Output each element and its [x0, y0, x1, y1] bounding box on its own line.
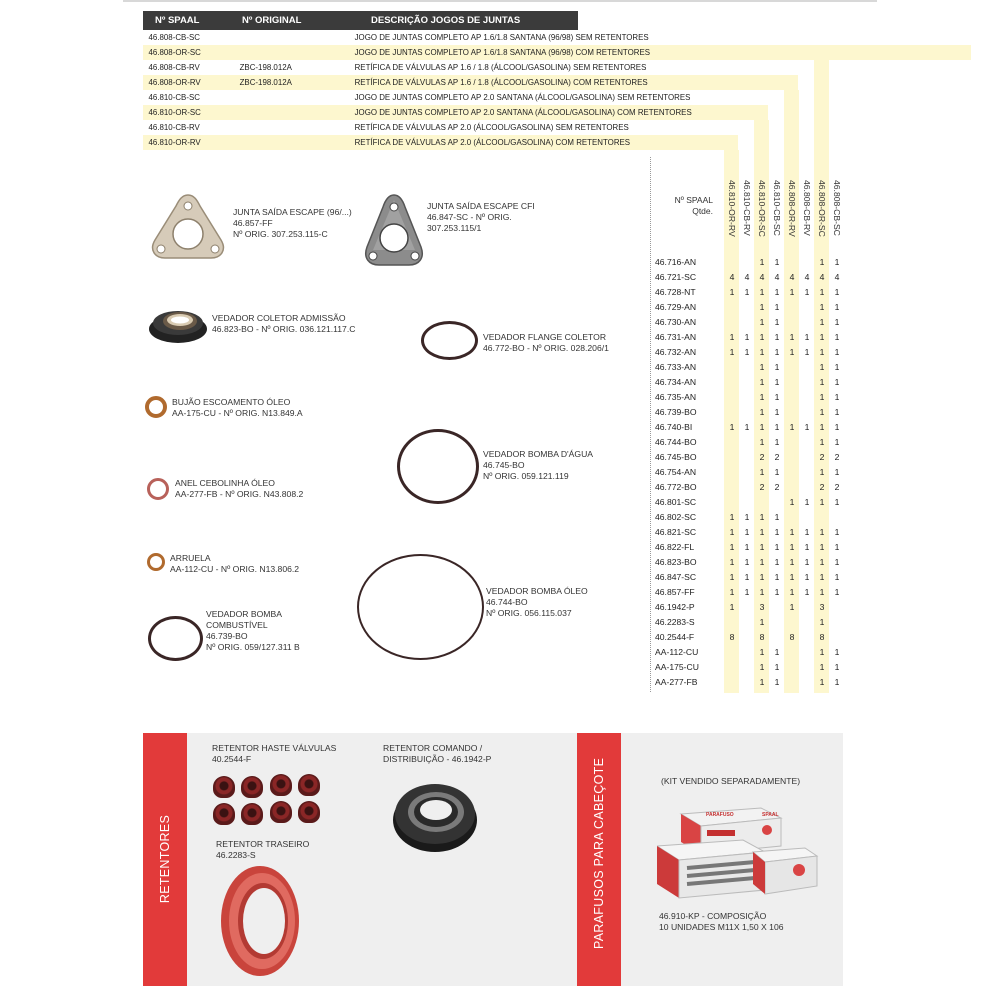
matrix-cell: 1 — [759, 587, 765, 597]
matrix-cell: 1 — [804, 422, 810, 432]
matrix-cell: 1 — [834, 497, 840, 507]
matrix-cell: 1 — [729, 542, 735, 552]
fuel-pump-seal-image — [148, 616, 203, 661]
matrix-row-code: 46.733-AN — [655, 362, 697, 372]
valve-stem-seal — [270, 801, 292, 823]
label-retentor-comando: RETENTOR COMANDO / DISTRIBUIÇÃO - 46.1942-P — [383, 743, 492, 764]
matrix-cell: 1 — [759, 677, 765, 687]
matrix-row-code: 46.732-AN — [655, 347, 697, 357]
kit-box-label: PARAFUSO — [706, 812, 734, 818]
matrix-cell: 1 — [789, 587, 795, 597]
matrix-cell: 1 — [759, 257, 765, 267]
matrix-cell: 1 — [744, 347, 750, 357]
label-vedador-oleo: VEDADOR BOMBA ÓLEO 46.744-BO Nº ORIG. 056.115.037 — [486, 586, 588, 618]
matrix-cell: 1 — [789, 527, 795, 537]
matrix-cell: 1 — [834, 677, 840, 687]
rear-seal-image — [219, 864, 301, 978]
matrix-cell: 1 — [759, 287, 765, 297]
matrix-cell: 1 — [729, 527, 735, 537]
matrix-cell: 8 — [729, 632, 735, 642]
oil-ring-image — [147, 478, 169, 500]
matrix-cell: 2 — [819, 452, 825, 462]
valve-stem-seal — [213, 776, 235, 798]
matrix-row-code: 46.744-BO — [655, 437, 697, 447]
matrix-cell: 1 — [789, 572, 795, 582]
parafusos-tab-label: PARAFUSOS PARA CABEÇOTE — [592, 757, 606, 949]
matrix-cell: 1 — [759, 437, 765, 447]
matrix-cell: 1 — [759, 407, 765, 417]
matrix-cell: 4 — [834, 272, 840, 282]
matrix-cell: 2 — [774, 482, 780, 492]
matrix-cell: 1 — [729, 572, 735, 582]
matrix-cell: 1 — [744, 587, 750, 597]
matrix-row-code: 46.730-AN — [655, 317, 697, 327]
matrix-cell: 2 — [759, 482, 765, 492]
label-retentor-traseiro: RETENTOR TRASEIRO 46.2283-S — [216, 839, 310, 860]
matrix-cell: 1 — [774, 527, 780, 537]
matrix-cell: 1 — [759, 542, 765, 552]
matrix-row-code: 46.754-AN — [655, 467, 697, 477]
matrix-cell: 4 — [819, 272, 825, 282]
matrix-row-code: 46.823-BO — [655, 557, 697, 567]
matrix-cell: 4 — [804, 272, 810, 282]
matrix-cell: 1 — [744, 527, 750, 537]
matrix-cell: 1 — [834, 347, 840, 357]
matrix-cell: 1 — [804, 287, 810, 297]
matrix-cell: 1 — [774, 407, 780, 417]
matrix-row-code: 46.739-BO — [655, 407, 697, 417]
matrix-cell: 1 — [774, 317, 780, 327]
matrix-cell: 1 — [819, 662, 825, 672]
matrix-cell: 1 — [819, 302, 825, 312]
matrix-column-header: 46.808-CB-RV — [802, 180, 812, 236]
matrix-cell: 1 — [834, 542, 840, 552]
matrix-cell: 1 — [804, 572, 810, 582]
matrix-row-code: 46.735-AN — [655, 392, 697, 402]
matrix-cell: 1 — [774, 662, 780, 672]
matrix-cell: 1 — [819, 422, 825, 432]
matrix-cell: 2 — [774, 452, 780, 462]
matrix-cell: 1 — [759, 617, 765, 627]
matrix-cell: 1 — [759, 467, 765, 477]
matrix-cell: 1 — [729, 512, 735, 522]
matrix-cell: 4 — [774, 272, 780, 282]
matrix-cell: 1 — [819, 287, 825, 297]
matrix-column-header: 46.810-CB-RV — [742, 180, 752, 236]
matrix-cell: 1 — [834, 377, 840, 387]
matrix-row-code: 46.734-AN — [655, 377, 697, 387]
matrix-cell: 1 — [804, 557, 810, 567]
matrix-cell: 1 — [819, 542, 825, 552]
label-junta-cfi: JUNTA SAÍDA ESCAPE CFI 46.847-SC - Nº ORIG. 307.253.115/1 — [427, 201, 535, 233]
matrix-cell: 1 — [774, 287, 780, 297]
matrix-cell: 1 — [774, 587, 780, 597]
matrix-cell: 1 — [834, 407, 840, 417]
matrix-cell: 1 — [819, 257, 825, 267]
col-header-original: Nº ORIGINAL — [242, 15, 302, 26]
valve-stem-seal — [298, 774, 320, 796]
matrix-cell: 1 — [774, 437, 780, 447]
intake-seal-image — [147, 305, 209, 345]
kit-box-brand: SPAAL — [762, 812, 779, 818]
matrix-cell: 1 — [759, 392, 765, 402]
matrix-cell: 1 — [834, 587, 840, 597]
matrix-cell: 1 — [774, 467, 780, 477]
matrix-cell: 1 — [804, 497, 810, 507]
col-header-descricao: DESCRIÇÃO JOGOS DE JUNTAS — [371, 15, 521, 26]
cfi-gasket-image — [359, 192, 429, 270]
matrix-row-code: 46.728-NT — [655, 287, 696, 297]
matrix-cell: 1 — [834, 362, 840, 372]
matrix-cell: 1 — [774, 302, 780, 312]
matrix-cell: 1 — [774, 332, 780, 342]
kit-note: (KIT VENDIDO SEPARADAMENTE) — [661, 776, 801, 786]
matrix-row-code: 46.731-AN — [655, 332, 697, 342]
matrix-cell: 1 — [804, 527, 810, 537]
matrix-cell: 4 — [759, 272, 765, 282]
washer-image — [147, 553, 165, 571]
matrix-column-header: 46.808-OR-SC — [817, 180, 827, 237]
matrix-cell: 1 — [804, 542, 810, 552]
matrix-cell: 1 — [774, 377, 780, 387]
label-vedador-combustivel: VEDADOR BOMBA COMBUSTÍVEL 46.739-BO Nº ORIG. 059/127.311 B — [206, 609, 300, 652]
matrix-cell: 1 — [729, 587, 735, 597]
matrix-cell: 1 — [774, 557, 780, 567]
matrix-cell: 1 — [759, 362, 765, 372]
matrix-cell: 1 — [774, 677, 780, 687]
matrix-cell: 1 — [774, 572, 780, 582]
matrix-cell: 1 — [774, 512, 780, 522]
matrix-cell: 4 — [744, 272, 750, 282]
matrix-row-code: 40.2544-F — [655, 632, 695, 642]
kit-description: 46.910-KP - COMPOSIÇÃO 10 UNIDADES M11X 1,50 X 106 — [659, 911, 784, 932]
label-anel: ANEL CEBOLINHA ÓLEO AA-277-FB - Nº ORIG. N43.808.2 — [175, 478, 304, 499]
matrix-row-code: 46.2283-S — [655, 617, 695, 627]
matrix-cell: 2 — [819, 482, 825, 492]
matrix-cell: 1 — [759, 302, 765, 312]
matrix-row-code: 46.822-FL — [655, 542, 695, 552]
matrix-cell: 1 — [819, 437, 825, 447]
label-retentor-haste: RETENTOR HASTE VÁLVULAS 40.2544-F — [212, 743, 337, 764]
matrix-cell: 1 — [789, 347, 795, 357]
top-divider — [123, 0, 877, 2]
matrix-column-header: 46.810-OR-SC — [757, 180, 767, 237]
matrix-cell: 1 — [729, 287, 735, 297]
matrix-cell: 1 — [759, 527, 765, 537]
matrix-cell: 1 — [834, 437, 840, 447]
matrix-cell: 1 — [819, 332, 825, 342]
matrix-cell: 1 — [819, 557, 825, 567]
matrix-cell: 1 — [774, 542, 780, 552]
matrix-cell: 1 — [819, 527, 825, 537]
matrix-cell: 1 — [819, 392, 825, 402]
matrix-cell: 1 — [759, 662, 765, 672]
matrix-cell: 1 — [759, 512, 765, 522]
matrix-cell: 1 — [789, 332, 795, 342]
matrix-cell: 8 — [759, 632, 765, 642]
matrix-column-header: 46.810-CB-SC — [772, 180, 782, 236]
drain-washer-image — [145, 396, 167, 418]
matrix-divider — [650, 157, 651, 692]
matrix-header: Nº SPAAL Qtde. — [674, 195, 713, 216]
matrix-cell: 1 — [834, 317, 840, 327]
matrix-cell: 1 — [804, 347, 810, 357]
matrix-cell: 3 — [759, 602, 765, 612]
matrix-cell: 1 — [834, 662, 840, 672]
matrix-cell: 4 — [729, 272, 735, 282]
matrix-column-header: 46.808-OR-RV — [787, 180, 797, 237]
matrix-cell: 4 — [789, 272, 795, 282]
camshaft-seal-image — [390, 776, 480, 856]
matrix-cell: 1 — [744, 572, 750, 582]
screw-kit-image — [657, 806, 819, 906]
matrix-cell: 1 — [744, 287, 750, 297]
valve-stem-seal — [270, 774, 292, 796]
matrix-cell: 1 — [819, 647, 825, 657]
matrix-cell: 2 — [834, 482, 840, 492]
label-vedador-flange: VEDADOR FLANGE COLETOR 46.772-BO - Nº ORIG. 028.206/1 — [483, 332, 609, 353]
matrix-cell: 1 — [774, 347, 780, 357]
matrix-row-code: AA-277-FB — [655, 677, 698, 687]
matrix-cell: 1 — [819, 677, 825, 687]
matrix-cell: 1 — [834, 527, 840, 537]
matrix-cell: 1 — [744, 542, 750, 552]
matrix-column-header: 46.810-OR-RV — [727, 180, 737, 237]
matrix-cell: 1 — [789, 602, 795, 612]
matrix-cell: 1 — [804, 587, 810, 597]
matrix-row-code: AA-112-CU — [655, 647, 699, 657]
flange-seal-image — [421, 321, 478, 360]
matrix-cell: 1 — [774, 392, 780, 402]
matrix-cell: 1 — [819, 407, 825, 417]
matrix-cell: 3 — [819, 602, 825, 612]
matrix-cell: 1 — [729, 347, 735, 357]
matrix-cell: 1 — [834, 557, 840, 567]
matrix-cell: 1 — [729, 422, 735, 432]
matrix-row-code: 46.721-SC — [655, 272, 697, 282]
matrix-row-code: 46.1942-P — [655, 602, 695, 612]
matrix-cell: 1 — [834, 392, 840, 402]
matrix-cell: 1 — [834, 287, 840, 297]
matrix-cell: 1 — [819, 377, 825, 387]
matrix-row-code: 46.745-BO — [655, 452, 697, 462]
matrix-cell: 1 — [819, 317, 825, 327]
matrix-cell: 2 — [759, 452, 765, 462]
matrix-row-code: 46.772-BO — [655, 482, 697, 492]
matrix-cell: 1 — [834, 572, 840, 582]
matrix-row-code: 46.716-AN — [655, 257, 697, 267]
matrix-cell: 1 — [744, 512, 750, 522]
label-vedador-coletor: VEDADOR COLETOR ADMISSÃO 46.823-BO - Nº ORIG. 036.121.117.C — [212, 313, 356, 334]
retentores-tab-label: RETENTORES — [158, 814, 172, 904]
label-vedador-agua: VEDADOR BOMBA D'ÁGUA 46.745-BO Nº ORIG. 059.121.119 — [483, 449, 594, 481]
matrix-cell: 1 — [789, 497, 795, 507]
matrix-cell: 1 — [789, 287, 795, 297]
matrix-cell: 1 — [774, 257, 780, 267]
matrix-cell: 1 — [729, 602, 735, 612]
matrix-cell: 1 — [729, 557, 735, 567]
matrix-cell: 1 — [744, 422, 750, 432]
water-pump-seal-image — [397, 429, 479, 504]
matrix-cell: 1 — [774, 647, 780, 657]
matrix-cell: 2 — [834, 452, 840, 462]
matrix-cell: 1 — [819, 572, 825, 582]
matrix-cell: 1 — [789, 557, 795, 567]
matrix-cell: 1 — [744, 332, 750, 342]
matrix-cell: 1 — [834, 467, 840, 477]
matrix-cell: 1 — [774, 422, 780, 432]
matrix-cell: 1 — [804, 332, 810, 342]
matrix-cell: 1 — [759, 572, 765, 582]
valve-stem-seal — [241, 803, 263, 825]
matrix-row-code: AA-175-CU — [655, 662, 699, 672]
matrix-row-code: 46.729-AN — [655, 302, 697, 312]
matrix-cell: 8 — [789, 632, 795, 642]
matrix-cell: 1 — [834, 422, 840, 432]
matrix-cell: 1 — [759, 377, 765, 387]
matrix-cell: 1 — [819, 617, 825, 627]
matrix-cell: 1 — [819, 467, 825, 477]
matrix-cell: 1 — [759, 557, 765, 567]
valve-stem-seal — [298, 801, 320, 823]
matrix-row-code: 46.740-BI — [655, 422, 693, 432]
matrix-cell: 1 — [759, 317, 765, 327]
matrix-cell: 1 — [819, 347, 825, 357]
matrix-cell: 1 — [834, 302, 840, 312]
matrix-cell: 1 — [759, 647, 765, 657]
table-header — [143, 11, 578, 30]
matrix-cell: 1 — [759, 332, 765, 342]
matrix-cell: 1 — [789, 542, 795, 552]
matrix-cell: 1 — [774, 362, 780, 372]
matrix-cell: 1 — [789, 422, 795, 432]
matrix-row-code: 46.821-SC — [655, 527, 697, 537]
matrix-cell: 1 — [759, 422, 765, 432]
matrix-cell: 1 — [819, 362, 825, 372]
label-junta-saida: JUNTA SAÍDA ESCAPE (96/...) 46.857-FF Nº ORIG. 307.253.115-C — [233, 207, 352, 239]
label-bujao: BUJÃO ESCOAMENTO ÓLEO AA-175-CU - Nº ORIG. N13.849.A — [172, 397, 303, 418]
matrix-row-code: 46.801-SC — [655, 497, 697, 507]
matrix-cell: 1 — [834, 257, 840, 267]
oil-pump-seal-image — [357, 554, 484, 660]
matrix-cell: 1 — [834, 647, 840, 657]
matrix-cell: 1 — [729, 332, 735, 342]
matrix-row-code: 46.802-SC — [655, 512, 697, 522]
exhaust-gasket-image — [147, 192, 229, 264]
label-arruela: ARRUELA AA-112-CU - Nº ORIG. N13.806.2 — [170, 553, 300, 574]
matrix-column-header: 46.808-CB-SC — [832, 180, 842, 236]
matrix-row-code: 46.847-SC — [655, 572, 697, 582]
col-header-spaal: Nº SPAAL — [155, 15, 200, 26]
matrix-cell: 1 — [759, 347, 765, 357]
matrix-row-code: 46.857-FF — [655, 587, 695, 597]
matrix-cell: 1 — [744, 557, 750, 567]
matrix-cell: 1 — [819, 497, 825, 507]
matrix-cell: 8 — [819, 632, 825, 642]
valve-stem-seal — [213, 803, 235, 825]
valve-stem-seal — [241, 776, 263, 798]
matrix-cell: 1 — [819, 587, 825, 597]
matrix-cell: 1 — [834, 332, 840, 342]
